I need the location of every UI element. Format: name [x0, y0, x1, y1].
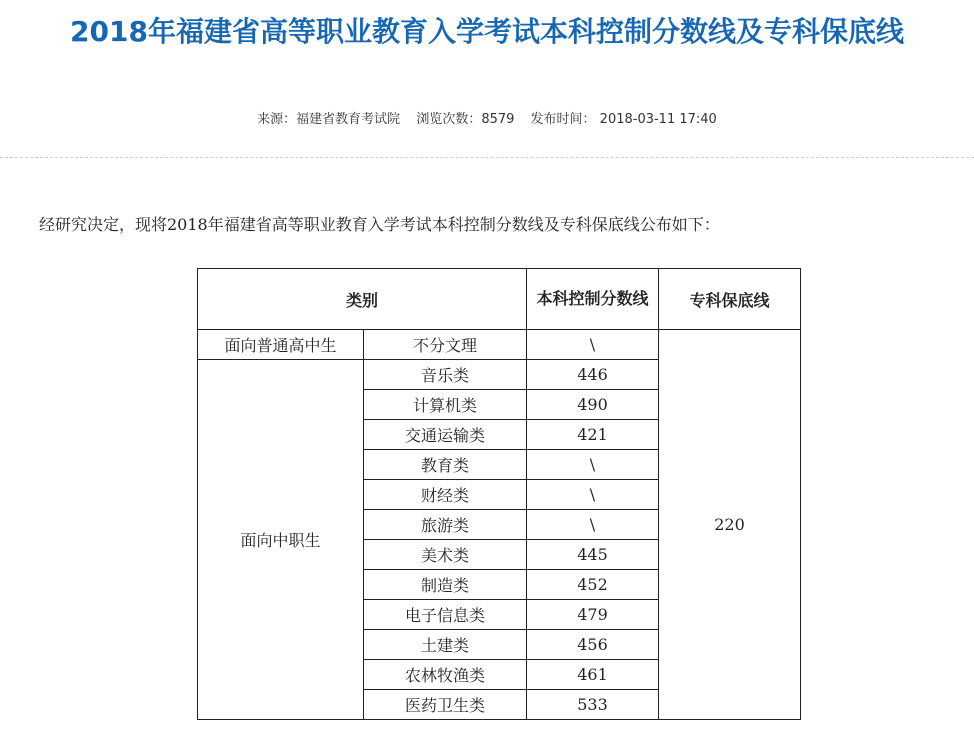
table-row: [198, 330, 801, 360]
subject-cell: 医药卫生类: [364, 690, 527, 720]
score-table: [197, 268, 801, 720]
source-label: 来源：福建省教育考试院: [257, 112, 401, 127]
view-count: 浏览次数：8579: [416, 112, 515, 127]
score-cell: 490: [527, 390, 659, 420]
subject-cell: 不分文理: [364, 330, 527, 360]
score-cell: 479: [527, 600, 659, 630]
group-vocational: 面向中职生: [198, 360, 364, 720]
subject-cell: 农林牧渔类: [364, 660, 527, 690]
subject-cell: 土建类: [364, 630, 527, 660]
group-general-highschool: 面向普通高中生: [198, 330, 364, 360]
score-cell: \: [527, 450, 659, 480]
score-cell: 533: [527, 690, 659, 720]
subject-cell: 美术类: [364, 540, 527, 570]
table-header-row: [198, 269, 801, 330]
header-associate-line: 专科保底线: [659, 269, 801, 330]
subject-cell: 音乐类: [364, 360, 527, 390]
subject-cell: 计算机类: [364, 390, 527, 420]
subject-cell: 交通运输类: [364, 420, 527, 450]
subject-cell: 制造类: [364, 570, 527, 600]
score-cell: \: [527, 330, 659, 360]
score-cell: 446: [527, 360, 659, 390]
subject-cell: 教育类: [364, 450, 527, 480]
subject-cell: 电子信息类: [364, 600, 527, 630]
subject-cell: 旅游类: [364, 510, 527, 540]
score-cell: 421: [527, 420, 659, 450]
score-cell: 452: [527, 570, 659, 600]
associate-value-cell: 220: [659, 330, 801, 720]
header-category: 类别: [198, 269, 527, 330]
score-cell: \: [527, 480, 659, 510]
score-cell: \: [527, 510, 659, 540]
header-bachelor-line: 本科控制分数线: [527, 269, 659, 330]
article-meta: [0, 108, 974, 127]
score-cell: 456: [527, 630, 659, 660]
intro-paragraph: 经研究决定，现将2018年福建省高等职业教育入学考试本科控制分数线及专科保底线公布如下：: [39, 215, 720, 234]
subject-cell: 财经类: [364, 480, 527, 510]
publish-time: 发布时间： 2018-03-11 17:40: [530, 112, 717, 127]
page-title: 2018年福建省高等职业教育入学考试本科控制分数线及专科保底线: [70, 15, 904, 48]
score-cell: 461: [527, 660, 659, 690]
divider: [0, 157, 974, 158]
score-cell: 445: [527, 540, 659, 570]
